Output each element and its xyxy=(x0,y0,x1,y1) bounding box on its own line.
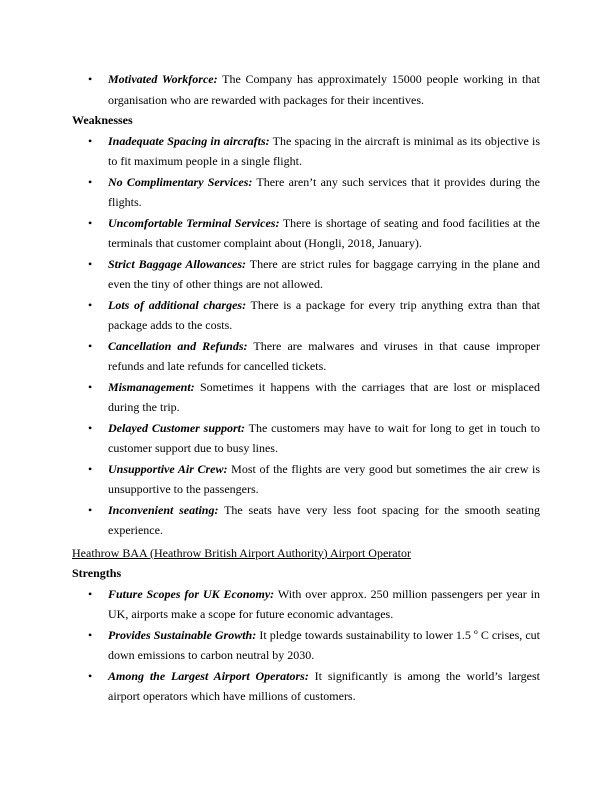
bullet-text: The spacing in the aircraft is minimal as its objective is to fit maximum people in a single flight. xyxy=(108,133,541,168)
bullet-term: Future Scopes for UK Economy: xyxy=(108,586,275,601)
bullet-text: With over approx. 250 million passengers per year in UK, airports make a scope for future economic advantages. xyxy=(108,586,540,621)
bullet-icon: • xyxy=(88,256,93,271)
bullet-item xyxy=(72,500,540,541)
bullet-term: Provides Sustainable Growth: xyxy=(108,627,257,642)
bullet-item xyxy=(72,418,540,459)
bullet-item xyxy=(72,377,540,418)
bullet-icon: • xyxy=(88,420,93,435)
weaknesses-heading: Weaknesses xyxy=(72,113,133,127)
bullet-term: Inadequate Spacing in aircrafts: xyxy=(108,133,270,148)
bullet-icon: • xyxy=(88,668,93,683)
bullet-text: There is shortage of seating and food facilities at the terminals that customer complaint about (Hongli, 2018, January). xyxy=(108,215,540,250)
section-title-heathrow: Heathrow BAA (Heathrow British Airport Authority) Airport Operator xyxy=(72,545,411,560)
top-bullet-list xyxy=(72,69,540,110)
bullet-text: The Company has approximately 15000 people working in that organisation who are rewarded with packages for their incentives. xyxy=(108,72,540,107)
bullet-icon: • xyxy=(88,461,93,476)
strengths-heading: Strengths xyxy=(72,566,122,580)
bullet-icon: • xyxy=(88,338,93,353)
bullet-item xyxy=(72,172,540,213)
bullet-term: Unsupportive Air Crew: xyxy=(108,461,228,476)
bullet-item xyxy=(72,69,540,110)
bullet-icon: • xyxy=(88,627,93,642)
bullet-text: There is a package for every trip anything extra than that package adds to the costs. xyxy=(108,297,540,332)
bullet-text: Sometimes it happens with the carriages that are lost or misplaced during the trip. xyxy=(108,379,540,414)
bullet-text: It significantly is among the world’s largest airport operators which have millions of customers. xyxy=(108,668,540,703)
bullet-item xyxy=(72,584,540,625)
strengths-list xyxy=(72,584,540,707)
bullet-term: Lots of additional charges: xyxy=(108,297,247,312)
bullet-term: Delayed Customer support: xyxy=(108,420,246,435)
bullet-term: Inconvenient seating: xyxy=(108,502,219,517)
bullet-text: There aren’t any such services that it provides during the flights. xyxy=(108,174,540,209)
bullet-text: There are strict rules for baggage carrying in the plane and even the tiny of other things are not allowed. xyxy=(108,256,540,291)
bullet-item xyxy=(72,459,540,500)
bullet-item xyxy=(72,254,540,295)
bullet-text: Most of the flights are very good but sometimes the air crew is unsupportive to the passengers. xyxy=(108,461,541,496)
bullet-item xyxy=(72,336,540,377)
bullet-term: Mismanagement: xyxy=(108,379,195,394)
bullet-icon: • xyxy=(88,72,93,86)
bullet-icon: • xyxy=(88,297,93,312)
bullet-term: Among the Largest Airport Operators: xyxy=(108,668,309,683)
bullet-term: Strict Baggage Allowances: xyxy=(108,256,247,271)
bullet-item xyxy=(72,213,540,254)
bullet-term: Uncomfortable Terminal Services: xyxy=(108,215,280,230)
bullet-item xyxy=(72,131,540,172)
bullet-item xyxy=(72,666,540,707)
page-content xyxy=(72,69,540,707)
bullet-icon: • xyxy=(88,215,93,230)
bullet-icon: • xyxy=(88,379,93,394)
bullet-term: Cancellation and Refunds: xyxy=(108,338,248,353)
bullet-text: The customers may have to wait for long to get in touch to customer support due to busy lines. xyxy=(108,420,540,455)
bullet-term: No Complimentary Services: xyxy=(108,174,253,189)
bullet-term: Motivated Workforce: xyxy=(108,72,218,86)
bullet-icon: • xyxy=(88,502,93,517)
bullet-icon: • xyxy=(88,133,93,148)
bullet-text: It pledge towards sustainability to lower 1.5 º C crises, cut down emissions to carbon neutral by 2030. xyxy=(108,627,540,662)
weaknesses-list xyxy=(72,131,540,541)
bullet-text: There are malwares and viruses in that cause improper refunds and late refunds for cancelled tickets. xyxy=(108,338,540,373)
bullet-text: The seats have very less foot spacing for the smooth seating experience. xyxy=(108,502,540,537)
bullet-icon: • xyxy=(88,174,93,189)
bullet-icon: • xyxy=(88,586,93,601)
bullet-item xyxy=(72,295,540,336)
bullet-item xyxy=(72,625,540,666)
